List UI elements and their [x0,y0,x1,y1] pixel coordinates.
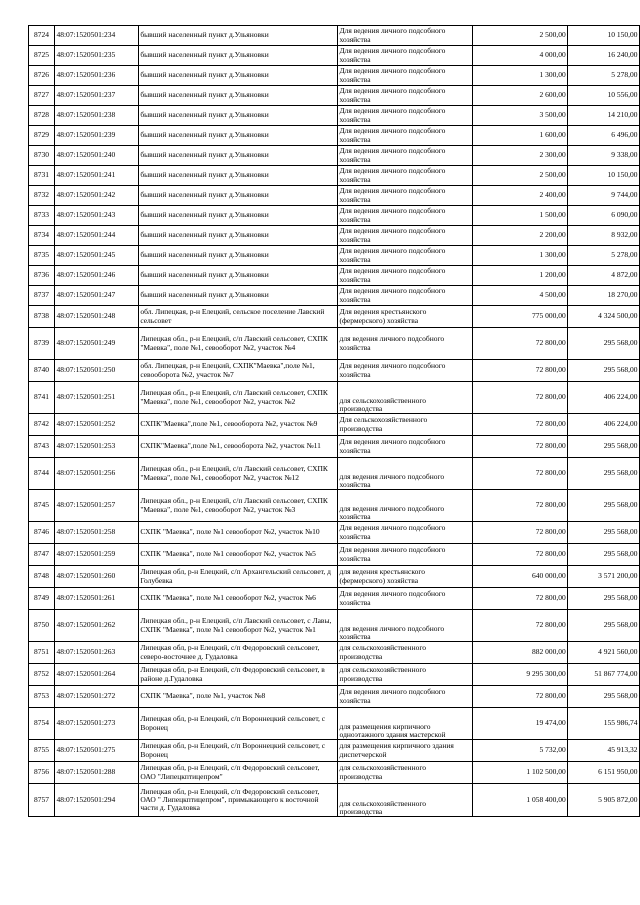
table-row [29,522,640,544]
table-row [29,360,640,382]
land-use-cell: Для ведения личного подсобного хозяйства [338,246,473,266]
address-cell: Липецкая обл, р-н Елецкий, с/п Федоровский сельсовет, в районе д.Гудаловка [138,664,337,686]
table-row [29,686,640,708]
cadastral-number-cell: 48:07:1520501:242 [54,186,138,206]
row-number-cell: 8749 [29,588,55,610]
cadastral-value-cell: 295 568,00 [568,458,640,490]
cadastral-value-cell: 3 571 200,00 [568,566,640,588]
row-number-cell: 8748 [29,566,55,588]
area-cell: 1 102 500,00 [472,762,568,784]
area-cell: 2 500,00 [472,26,568,46]
land-use-cell: Для ведения личного подсобного хозяйства [338,360,473,382]
address-cell: Липецкая обл., р-н Елецкий, с/п Лавский сельсовет, с Лавы, СХПК "Маевка", поле №1 севооборот №2, участок №1 [138,610,337,642]
table-row [29,544,640,566]
area-cell: 72 800,00 [472,436,568,458]
row-number-cell: 8732 [29,186,55,206]
area-cell: 72 800,00 [472,382,568,414]
land-use-cell: Для ведения личного подсобного хозяйства [338,106,473,126]
land-use-cell: для ведения крестьянского (фермерского) хозяйства [338,566,473,588]
land-use-cell: для ведения личного подсобного хозяйства [338,458,473,490]
land-use-cell: для сельскохозяйственного производства [338,664,473,686]
land-use-cell: для сельскохозяйственного производства [338,784,473,817]
address-cell: Липецкая обл., р-н Елецкий, с/п Лавский сельсовет, СХПК "Маевка", поле №1, севооборот №2, участок №12 [138,458,337,490]
area-cell: 72 800,00 [472,414,568,436]
address-cell: бывший населенный пункт д.Ульяновки [138,286,337,306]
table-row [29,106,640,126]
address-cell: бывший населенный пункт д.Ульяновки [138,46,337,66]
cadastral-value-cell: 4 872,00 [568,266,640,286]
cadastral-number-cell: 48:07:1520501:273 [54,708,138,740]
cadastral-number-cell: 48:07:1520501:244 [54,226,138,246]
area-cell: 2 500,00 [472,166,568,186]
cadastral-value-cell: 18 270,00 [568,286,640,306]
cadastral-value-cell: 6 496,00 [568,126,640,146]
row-number-cell: 8736 [29,266,55,286]
cadastral-number-cell: 48:07:1520501:234 [54,26,138,46]
cadastral-value-cell: 10 150,00 [568,166,640,186]
row-number-cell: 8733 [29,206,55,226]
area-cell: 2 200,00 [472,226,568,246]
cadastral-number-cell: 48:07:1520501:294 [54,784,138,817]
land-use-cell: для сельскохозяйственного производства [338,642,473,664]
cadastral-value-cell: 14 210,00 [568,106,640,126]
area-cell: 1 600,00 [472,126,568,146]
table-row [29,226,640,246]
address-cell: бывший населенный пункт д.Ульяновки [138,226,337,246]
area-cell: 1 300,00 [472,246,568,266]
row-number-cell: 8726 [29,66,55,86]
cadastral-number-cell: 48:07:1520501:264 [54,664,138,686]
cadastral-value-cell: 295 568,00 [568,436,640,458]
table-row [29,784,640,817]
row-number-cell: 8754 [29,708,55,740]
row-number-cell: 8725 [29,46,55,66]
cadastral-value-cell: 295 568,00 [568,610,640,642]
row-number-cell: 8737 [29,286,55,306]
row-number-cell: 8729 [29,126,55,146]
area-cell: 72 800,00 [472,360,568,382]
cadastral-value-cell: 5 278,00 [568,246,640,266]
cadastral-value-cell: 295 568,00 [568,360,640,382]
cadastral-number-cell: 48:07:1520501:253 [54,436,138,458]
cadastral-number-cell: 48:07:1520501:240 [54,146,138,166]
area-cell: 19 474,00 [472,708,568,740]
table-row [29,306,640,328]
row-number-cell: 8740 [29,360,55,382]
land-use-cell: Для ведения личного подсобного хозяйства [338,126,473,146]
land-use-cell: Для ведения личного подсобного хозяйства [338,146,473,166]
table-row [29,566,640,588]
address-cell: бывший населенный пункт д.Ульяновки [138,26,337,46]
cadastral-number-cell: 48:07:1520501:261 [54,588,138,610]
area-cell: 72 800,00 [472,686,568,708]
address-cell: Липецкая обл, р-н Елецкий, с/п Федоровский сельсовет, ОАО "Липецкптицепром" [138,762,337,784]
area-cell: 2 400,00 [472,186,568,206]
address-cell: Липецкая обл, р-н Елецкий, с/п Архангельский сельсовет, д Голубевка [138,566,337,588]
address-cell: бывший населенный пункт д.Ульяновки [138,246,337,266]
cadastral-value-cell: 9 744,00 [568,186,640,206]
address-cell: Липецкая обл, р-н Елецкий, с/п Федоровский сельсовет, ОАО " Липецкптицепром", примыкающего к восточной части д. Гудаловка [138,784,337,817]
area-cell: 640 000,00 [472,566,568,588]
area-cell: 2 600,00 [472,86,568,106]
table-row [29,414,640,436]
table-row [29,458,640,490]
row-number-cell: 8755 [29,740,55,762]
land-use-cell: для ведения личного подсобного хозяйства [338,610,473,642]
row-number-cell: 8730 [29,146,55,166]
address-cell: бывший населенный пункт д.Ульяновки [138,66,337,86]
address-cell: СХПК "Маевка", поле №1 севооборот №2, участок №5 [138,544,337,566]
row-number-cell: 8742 [29,414,55,436]
row-number-cell: 8734 [29,226,55,246]
area-cell: 72 800,00 [472,522,568,544]
area-cell: 882 000,00 [472,642,568,664]
land-use-cell: Для ведения личного подсобного хозяйства [338,46,473,66]
cadastral-value-cell: 155 986,74 [568,708,640,740]
cadastral-table [28,25,640,817]
row-number-cell: 8731 [29,166,55,186]
land-use-cell: Для ведения личного подсобного хозяйства [338,226,473,246]
address-cell: СХПК "Маевка", поле №1 севооборот №2, участок №6 [138,588,337,610]
cadastral-value-cell: 6 090,00 [568,206,640,226]
land-use-cell: Для ведения крестьянского (фермерского) хозяйства [338,306,473,328]
cadastral-number-cell: 48:07:1520501:247 [54,286,138,306]
land-use-cell: Для ведения личного подсобного хозяйства [338,186,473,206]
address-cell: СХПК "Маевка", поле №1, участок №8 [138,686,337,708]
cadastral-number-cell: 48:07:1520501:235 [54,46,138,66]
cadastral-number-cell: 48:07:1520501:263 [54,642,138,664]
cadastral-number-cell: 48:07:1520501:238 [54,106,138,126]
address-cell: Липецкая обл., р-н Елецкий, с/п Лавский сельсовет, СХПК "Маевка", поле №1, севооборот №2, участок №2 [138,382,337,414]
area-cell: 4 500,00 [472,286,568,306]
area-cell: 72 800,00 [472,588,568,610]
land-use-cell: для сельскохозяйственного производства [338,762,473,784]
row-number-cell: 8741 [29,382,55,414]
row-number-cell: 8739 [29,328,55,360]
table-row [29,382,640,414]
cadastral-number-cell: 48:07:1520501:251 [54,382,138,414]
cadastral-number-cell: 48:07:1520501:252 [54,414,138,436]
cadastral-number-cell: 48:07:1520501:243 [54,206,138,226]
land-use-cell: для ведения личного подсобного хозяйства [338,328,473,360]
table-row [29,266,640,286]
land-use-cell: Для ведения личного подсобного хозяйства [338,286,473,306]
land-use-cell: Для сельскохозяйственного производства [338,414,473,436]
row-number-cell: 8753 [29,686,55,708]
cadastral-number-cell: 48:07:1520501:249 [54,328,138,360]
cadastral-value-cell: 8 932,00 [568,226,640,246]
land-use-cell: Для ведения личного подсобного хозяйства [338,588,473,610]
land-use-cell: Для ведения личного подсобного хозяйства [338,686,473,708]
address-cell: Липецкая обл., р-н Елецкий, с/п Лавский сельсовет, СХПК "Маевка", поле №1, севооборот №2, участок №4 [138,328,337,360]
table-row [29,86,640,106]
address-cell: Липецкая обл, р-н Елецкий, с/п Вороннецкий сельсовет, с Воронец [138,708,337,740]
cadastral-number-cell: 48:07:1520501:262 [54,610,138,642]
table-row [29,328,640,360]
cadastral-value-cell: 16 240,00 [568,46,640,66]
address-cell: СХПК "Маевка", поле №1 севооборот №2, участок №10 [138,522,337,544]
table-row [29,26,640,46]
area-cell: 72 800,00 [472,328,568,360]
table-row [29,166,640,186]
cadastral-value-cell: 10 556,00 [568,86,640,106]
table-row [29,206,640,226]
table-row [29,46,640,66]
table-row [29,708,640,740]
cadastral-value-cell: 295 568,00 [568,490,640,522]
row-number-cell: 8724 [29,26,55,46]
area-cell: 1 300,00 [472,66,568,86]
land-use-cell: Для ведения личного подсобного хозяйства [338,206,473,226]
row-number-cell: 8756 [29,762,55,784]
land-use-cell: Для ведения личного подсобного хозяйства [338,436,473,458]
table-row [29,66,640,86]
area-cell: 72 800,00 [472,544,568,566]
row-number-cell: 8747 [29,544,55,566]
address-cell: бывший населенный пункт д.Ульяновки [138,186,337,206]
land-use-cell: Для ведения личного подсобного хозяйства [338,166,473,186]
land-use-cell: Для ведения личного подсобного хозяйства [338,522,473,544]
cadastral-value-cell: 406 224,00 [568,414,640,436]
cadastral-value-cell: 5 905 872,00 [568,784,640,817]
land-use-cell: Для ведения личного подсобного хозяйства [338,26,473,46]
cadastral-number-cell: 48:07:1520501:272 [54,686,138,708]
table-row [29,610,640,642]
cadastral-value-cell: 295 568,00 [568,522,640,544]
land-use-cell: для сельскохозяйственного производства [338,382,473,414]
row-number-cell: 8738 [29,306,55,328]
area-cell: 1 500,00 [472,206,568,226]
area-cell: 4 000,00 [472,46,568,66]
table-row [29,246,640,266]
table-row [29,740,640,762]
address-cell: бывший населенный пункт д.Ульяновки [138,266,337,286]
cadastral-number-cell: 48:07:1520501:260 [54,566,138,588]
address-cell: бывший населенный пункт д.Ульяновки [138,126,337,146]
address-cell: Липецкая обл, р-н Елецкий, с/п Вороннецкий сельсовет, с Воронец [138,740,337,762]
cadastral-number-cell: 48:07:1520501:258 [54,522,138,544]
land-use-cell: Для ведения личного подсобного хозяйства [338,266,473,286]
table-row [29,762,640,784]
area-cell: 1 200,00 [472,266,568,286]
address-cell: Липецкая обл., р-н Елецкий, с/п Лавский сельсовет, СХПК "Маевка", поле №1, севооборот №2, участок №3 [138,490,337,522]
table-row [29,588,640,610]
address-cell: обл. Липецкая, р-н Елецкий, СХПК"Маевка",поле №1, севооборота №2, участок №7 [138,360,337,382]
row-number-cell: 8752 [29,664,55,686]
table-row [29,286,640,306]
cadastral-number-cell: 48:07:1520501:237 [54,86,138,106]
area-cell: 2 300,00 [472,146,568,166]
cadastral-number-cell: 48:07:1520501:239 [54,126,138,146]
cadastral-value-cell: 295 568,00 [568,544,640,566]
table-row [29,186,640,206]
table-row [29,490,640,522]
cadastral-value-cell: 5 278,00 [568,66,640,86]
row-number-cell: 8727 [29,86,55,106]
row-number-cell: 8744 [29,458,55,490]
area-cell: 9 295 300,00 [472,664,568,686]
cadastral-value-cell: 295 568,00 [568,328,640,360]
cadastral-value-cell: 6 151 950,00 [568,762,640,784]
area-cell: 775 000,00 [472,306,568,328]
cadastral-value-cell: 51 867 774,00 [568,664,640,686]
cadastral-number-cell: 48:07:1520501:248 [54,306,138,328]
area-cell: 72 800,00 [472,490,568,522]
land-use-cell: для размещения кирпичного здания диспетчерской [338,740,473,762]
table-row [29,436,640,458]
row-number-cell: 8751 [29,642,55,664]
cadastral-number-cell: 48:07:1520501:245 [54,246,138,266]
table-row [29,664,640,686]
row-number-cell: 8735 [29,246,55,266]
address-cell: Липецкая обл, р-н Елецкий, с/п Федоровский сельсовет, северо-восточнее д. Гудаловка [138,642,337,664]
cadastral-number-cell: 48:07:1520501:256 [54,458,138,490]
address-cell: бывший населенный пункт д.Ульяновки [138,146,337,166]
cadastral-value-cell: 4 324 500,00 [568,306,640,328]
cadastral-number-cell: 48:07:1520501:288 [54,762,138,784]
cadastral-value-cell: 9 338,00 [568,146,640,166]
cadastral-number-cell: 48:07:1520501:236 [54,66,138,86]
cadastral-number-cell: 48:07:1520501:250 [54,360,138,382]
row-number-cell: 8746 [29,522,55,544]
land-use-cell: для ведения личного подсобного хозяйства [338,490,473,522]
land-use-cell: Для ведения личного подсобного хозяйства [338,66,473,86]
row-number-cell: 8743 [29,436,55,458]
land-use-cell: для размещения кирпичного одноэтажного здания мастерской [338,708,473,740]
row-number-cell: 8728 [29,106,55,126]
land-use-cell: Для ведения личного подсобного хозяйства [338,544,473,566]
cadastral-number-cell: 48:07:1520501:241 [54,166,138,186]
cadastral-value-cell: 295 568,00 [568,686,640,708]
address-cell: бывший населенный пункт д.Ульяновки [138,86,337,106]
address-cell: бывший населенный пункт д.Ульяновки [138,166,337,186]
row-number-cell: 8757 [29,784,55,817]
cadastral-value-cell: 406 224,00 [568,382,640,414]
area-cell: 5 732,00 [472,740,568,762]
cadastral-number-cell: 48:07:1520501:259 [54,544,138,566]
area-cell: 72 800,00 [472,610,568,642]
cadastral-number-cell: 48:07:1520501:275 [54,740,138,762]
table-row [29,642,640,664]
row-number-cell: 8750 [29,610,55,642]
cadastral-number-cell: 48:07:1520501:246 [54,266,138,286]
cadastral-value-cell: 295 568,00 [568,588,640,610]
area-cell: 3 500,00 [472,106,568,126]
table-body [29,26,640,817]
address-cell: бывший населенный пункт д.Ульяновки [138,206,337,226]
address-cell: СХПК"Маевка",поле №1, севооборота №2, участок №9 [138,414,337,436]
address-cell: бывший населенный пункт д.Ульяновки [138,106,337,126]
address-cell: обл. Липецкая, р-н Елецкий, сельское поселение Лавский сельсовет [138,306,337,328]
cadastral-value-cell: 45 913,32 [568,740,640,762]
land-use-cell: Для ведения личного подсобного хозяйства [338,86,473,106]
table-row [29,146,640,166]
address-cell: СХПК"Маевка",поле №1, севооборота №2, участок №11 [138,436,337,458]
cadastral-number-cell: 48:07:1520501:257 [54,490,138,522]
area-cell: 72 800,00 [472,458,568,490]
cadastral-value-cell: 10 150,00 [568,26,640,46]
table-row [29,126,640,146]
area-cell: 1 058 400,00 [472,784,568,817]
row-number-cell: 8745 [29,490,55,522]
cadastral-value-cell: 4 921 560,00 [568,642,640,664]
